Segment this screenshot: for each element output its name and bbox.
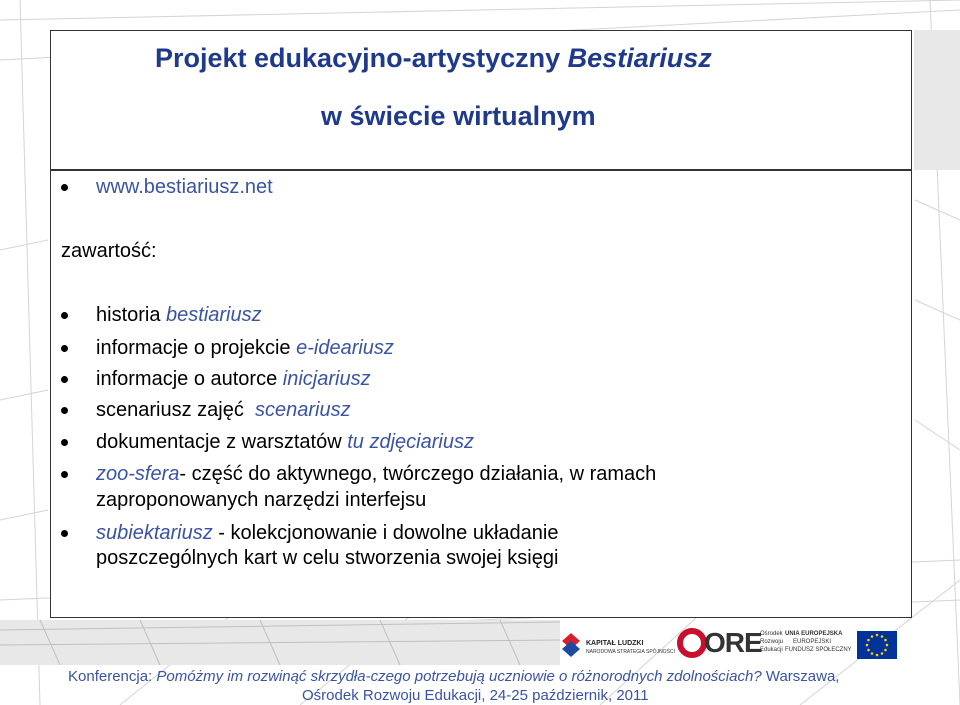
ore-subtitle-1: Ośrodek [760, 631, 783, 637]
list-item-zoo-sfera [96, 462, 656, 486]
bullet-dot [61, 471, 68, 478]
kapital-ludzki-subtitle: NARODOWA STRATEGIA SPÓJNOŚCI [586, 649, 675, 655]
bullet-dot [61, 184, 68, 191]
title-line-2: w świecie wirtualnym [321, 101, 596, 131]
contents-label: zawartość: [61, 240, 157, 262]
website-link[interactable]: www.bestiariusz.net [96, 176, 273, 198]
item-link[interactable]: scenariusz [254, 399, 351, 421]
bullet-dot [61, 530, 68, 537]
ore-logo [676, 627, 784, 664]
zoo-sfera-link[interactable]: zoo-sfera [96, 463, 180, 485]
footer-line-2: Ośrodek Rozwoju Edukacji, 24-25 październik, 2011 [302, 687, 649, 704]
title-line-1 [155, 43, 712, 74]
bullet-dot [61, 376, 68, 383]
content-frame [50, 170, 912, 618]
footer-label: Konferencja: [68, 668, 157, 685]
bullet-dot [61, 312, 68, 319]
eu-title-1: UNIA EUROPEJSKA [785, 631, 843, 637]
eu-title-2: EUROPEJSKI [793, 639, 832, 645]
list-item [96, 303, 262, 327]
sponsor-logos [560, 625, 900, 667]
eu-flag-icon [857, 631, 897, 659]
eu-title-3: FUNDUSZ SPOŁECZNY [785, 647, 852, 653]
item-link[interactable]: tu zdjęciariusz [347, 431, 474, 453]
list-item [96, 398, 351, 422]
title-frame [50, 30, 912, 170]
kapital-ludzki-title: KAPITAŁ LUDZKI [586, 640, 644, 647]
item-text: - kolekcjonowanie i dowolne układanie [212, 522, 559, 544]
item-text: scenariusz zajęć [96, 399, 255, 421]
item-text: historia [96, 304, 167, 326]
item-text: informacje o autorce [96, 368, 283, 390]
item-link[interactable]: inicjariusz [282, 368, 371, 390]
list-item [96, 367, 371, 391]
kapital-ludzki-icon [560, 631, 582, 659]
footer [0, 663, 960, 705]
item-text: informacje o projekcie [96, 337, 297, 359]
item-link[interactable]: e-ideariusz [296, 337, 394, 359]
kapital-ludzki-logo [560, 631, 675, 664]
title-project-name: Bestiariusz [567, 43, 712, 73]
footer-conference-title: Pomóżmy im rozwinąć skrzydła-czego potrzebują uczniowie o różnorodnych zdolnościach? [156, 668, 762, 685]
footer-line-1 [68, 668, 839, 685]
ore-text: ORE [704, 627, 762, 658]
item-text: dokumentacje z warsztatów [96, 431, 348, 453]
item-text: - część do aktywnego, twórczego działania, w ramach [179, 463, 657, 485]
list-item [96, 336, 394, 360]
list-item-subiektariusz [96, 521, 559, 545]
bullet-dot [61, 439, 68, 446]
bullet-dot [61, 345, 68, 352]
ore-subtitle-3: Edukacji [760, 647, 783, 653]
footer-city: Warszawa, [761, 668, 840, 685]
subiektariusz-link[interactable]: subiektariusz [96, 522, 213, 544]
list-item-zoo-sfera-continued: zaproponowanych narzędzi interfejsu [96, 489, 427, 511]
ore-subtitle-2: Rozwoju [760, 639, 784, 645]
title-prefix: Projekt edukacyjno-artystyczny [155, 43, 568, 73]
list-item-subiektariusz-continued: poszczególnych kart w celu stworzenia swojej księgi [96, 547, 559, 569]
list-item [96, 430, 474, 454]
bullet-dot [61, 407, 68, 414]
item-link[interactable]: bestiariusz [166, 304, 262, 326]
